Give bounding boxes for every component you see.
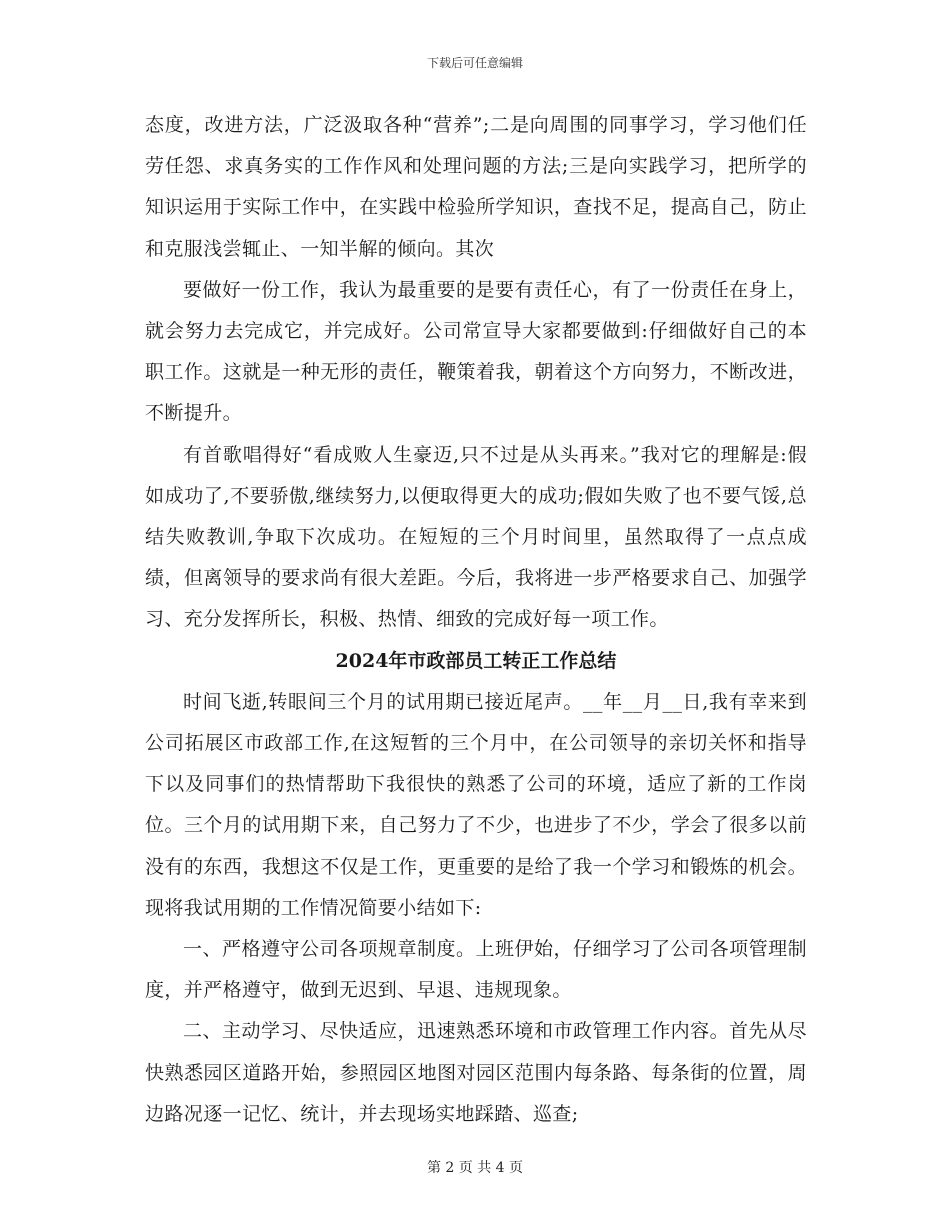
section-title: 2024年市政部员工转正工作总结 <box>335 649 617 672</box>
paragraph-intro: 时间飞逝,转眼间三个月的试用期已接近尾声。__年__月__日,我有幸来到公司拓展区市政部工作,在这短暂的三个月中，在公司领导的亲切关怀和指导下以及同事们的热情帮助下我很快的熟悉了公司的环境，适应了新的工作岗位。三个月的试用期下来，自己努力了不少，也进步了不少，学会了很多以前没有的东西，我想这不仅是工作，更重要的是给了我一个学习和锻炼的机会。现将我试用期的工作情况简要小结如下: <box>145 690 807 919</box>
paragraph-song-quote: 有首歌唱得好“看成败人生豪迈,只不过是从头再来。”我对它的理解是:假如成功了,不要骄傲,继续努力,以便取得更大的成功;假如失败了也不要气馁,总结失败教训,争取下次成功。在短短的三个月时间里，虽然取得了一点点成绩，但离领导的要求尚有很大差距。今后，我将进一步严格要求自己、加强学习、充分发挥所长，积极、热情、细致的完成好每一项工作。 <box>145 443 807 631</box>
paragraph-responsibility: 要做好一份工作，我认为最重要的是要有责任心，有了一份责任在身上，就会努力去完成它，并完成好。公司常宣导大家都要做到:仔细做好自己的本职工作。这就是一种无形的责任，鞭策着我，朝着这个方向努力，不断改进，不断提升。 <box>145 278 807 425</box>
paragraph-point-one: 一、严格遵守公司各项规章制度。上班伊始，仔细学习了公司各项管理制度，并严格遵守，做到无迟到、早退、违规现象。 <box>145 938 807 1002</box>
page-number: 第 2 页 共 4 页 <box>426 1160 524 1176</box>
document-body <box>145 105 807 1135</box>
paragraph-continuation: 态度，改进方法，广泛汲取各种“营养”;二是向周围的同事学习，学习他们任劳任怨、求真务实的工作作风和处理问题的方法;三是向实践学习，把所学的知识运用于实际工作中，在实践中检验所学知识，查找不足，提高自己，防止和克服浅尝辄止、一知半解的倾向。其次 <box>145 114 807 260</box>
paragraph-point-two: 二、主动学习、尽快适应，迅速熟悉环境和市政管理工作内容。首先从尽快熟悉园区道路开始，参照园区地图对园区范围内每条路、每条街的位置，周边路况逐一记忆、统计，并去现场实地踩踏、巡查; <box>145 1020 807 1125</box>
page-header-note: 下载后可任意编辑 <box>426 56 523 70</box>
